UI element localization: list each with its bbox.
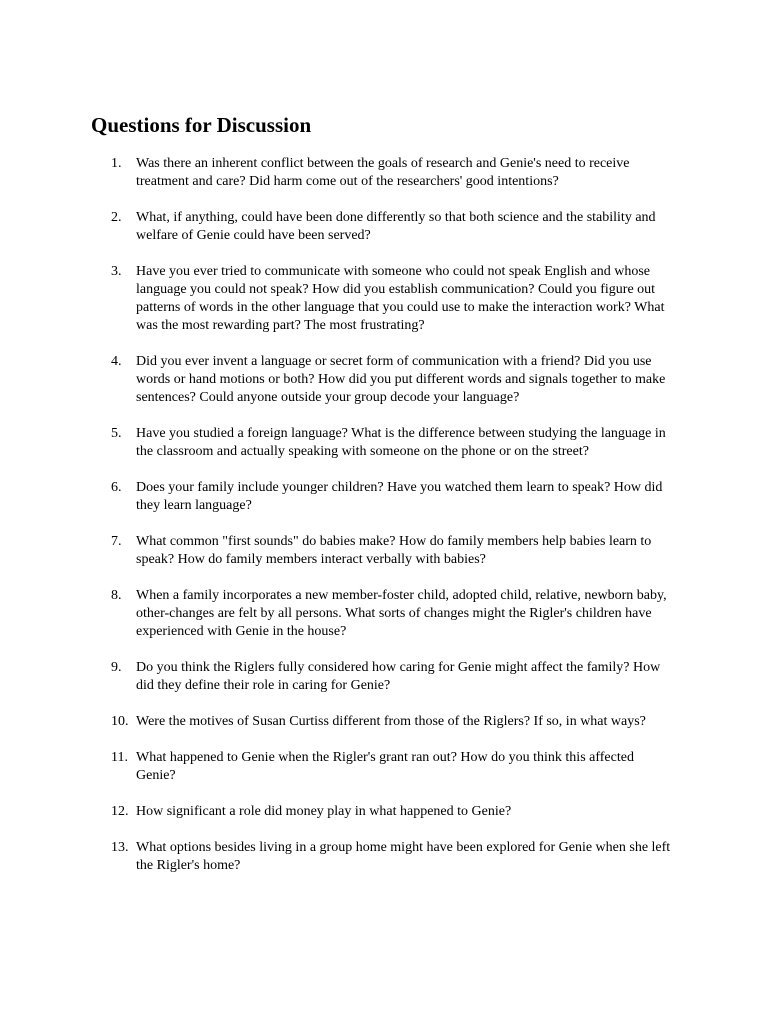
question-number: 5. — [111, 426, 122, 441]
question-number: 4. — [111, 354, 122, 369]
list-item — [0, 209, 768, 245]
question-number: 3. — [111, 264, 122, 279]
question-text: Have you ever tried to communicate with someone who could not speak English and whose language you could not speak? How did you establish communication? Could you figure out patterns of words in the other language that you could use to make the interaction work? What was the most rewarding part? The most frustrating? — [136, 264, 665, 333]
list-item — [0, 659, 768, 695]
question-text: What common "first sounds" do babies make? How do family members help babies learn to speak? How do family members interact verbally with babies? — [136, 534, 652, 567]
question-text: Have you studied a foreign language? What is the difference between studying the language in the classroom and actually speaking with someone on the phone or on the street? — [136, 426, 666, 459]
list-item — [0, 155, 768, 191]
question-list — [0, 155, 768, 893]
question-text: What options besides living in a group home might have been explored for Genie when she left the Rigler's home? — [136, 840, 671, 873]
question-number: 13. — [111, 840, 129, 855]
question-number: 12. — [111, 804, 129, 819]
question-text: Was there an inherent conflict between the goals of research and Genie's need to receive treatment and care? Did harm come out of the researchers' good intentions? — [136, 156, 630, 189]
list-item — [0, 803, 768, 821]
list-item — [0, 713, 768, 731]
list-item — [0, 353, 768, 407]
question-text: Did you ever invent a language or secret form of communication with a friend? Did you use words or hand motions or both? How did you put different words and signals together to make sentences? Could anyone outside your group decode your language? — [136, 354, 666, 405]
question-number: 2. — [111, 210, 122, 225]
question-number: 6. — [111, 480, 122, 495]
question-number: 7. — [111, 534, 122, 549]
question-number: 10. — [111, 714, 129, 729]
question-text: What, if anything, could have been done differently so that both science and the stability and welfare of Genie could have been served? — [136, 210, 656, 243]
list-item — [0, 425, 768, 461]
question-text: How significant a role did money play in what happened to Genie? — [136, 804, 512, 819]
question-text: When a family incorporates a new member-foster child, adopted child, relative, newborn baby, other-changes are felt by all persons. What sorts of changes might the Rigler's children have experienced with Genie in the house? — [136, 588, 667, 639]
list-item — [0, 839, 768, 875]
question-number: 11. — [111, 750, 128, 765]
list-item — [0, 587, 768, 641]
list-item — [0, 479, 768, 515]
question-text: Does your family include younger children? Have you watched them learn to speak? How did they learn language? — [136, 480, 663, 513]
question-text: Do you think the Riglers fully considered how caring for Genie might affect the family? How did they define their role in caring for Genie? — [136, 660, 661, 693]
page-title: Questions for Discussion — [91, 113, 312, 137]
question-number: 9. — [111, 660, 122, 675]
question-text: Were the motives of Susan Curtiss different from those of the Riglers? If so, in what ways? — [136, 714, 646, 729]
question-text: What happened to Genie when the Rigler's grant ran out? How do you think this affected Genie? — [136, 750, 634, 783]
list-item — [0, 263, 768, 335]
question-number: 8. — [111, 588, 122, 603]
question-number: 1. — [111, 156, 122, 171]
list-item — [0, 533, 768, 569]
list-item — [0, 749, 768, 785]
